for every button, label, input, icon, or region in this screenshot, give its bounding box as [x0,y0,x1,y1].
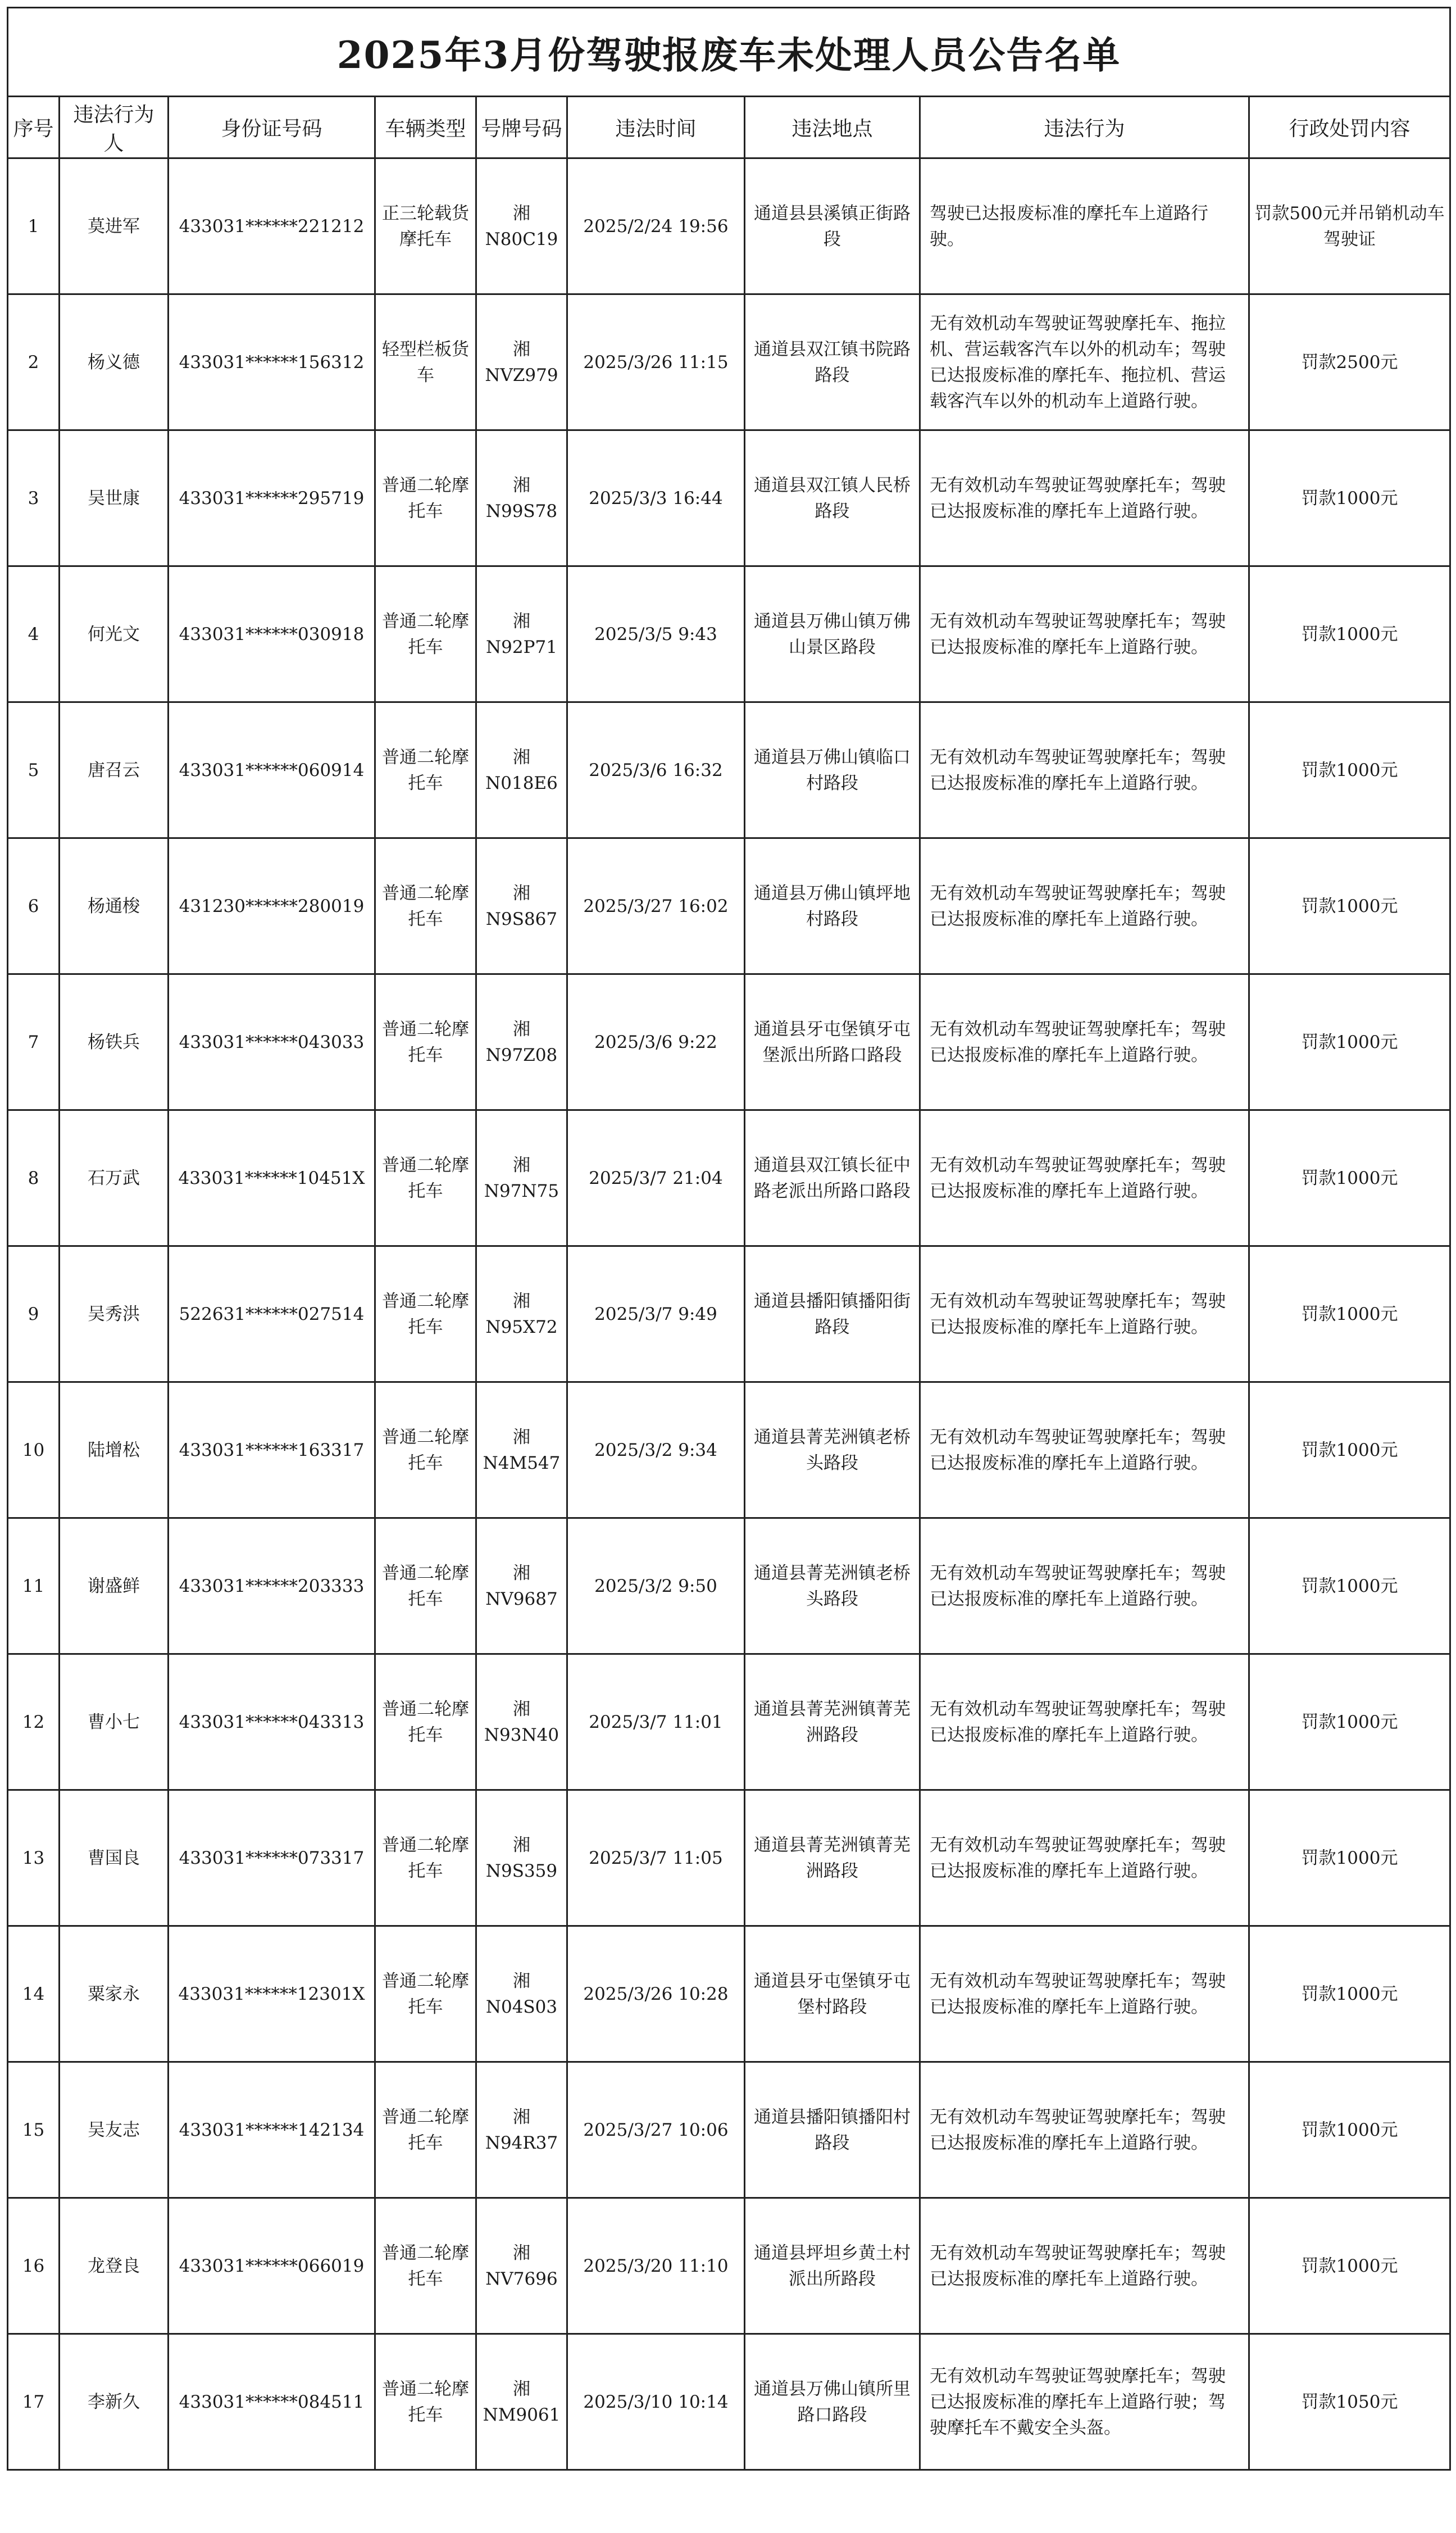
vehicle-type-cell: 普通二轮摩托车 [375,566,476,702]
table-row [8,1790,1450,1926]
penalty-cell: 罚款1000元 [1249,2062,1450,2198]
id-number-cell: 433031******142134 [169,2062,375,2198]
plate-number-cell: 湘N94R37 [476,2062,567,2198]
plate-number-cell: 湘NVZ979 [476,294,567,430]
penalty-cell: 罚款1000元 [1249,1246,1450,1382]
vehicle-type-cell: 普通二轮摩托车 [375,2334,476,2470]
offender-name-cell: 莫进军 [60,158,169,294]
table-row [8,1110,1450,1246]
plate-number-cell: 湘N99S78 [476,430,567,566]
offender-name-cell: 吴秀洪 [60,1246,169,1382]
violation-time-cell: 2025/3/5 9:43 [567,566,745,702]
id-number-cell: 433031******163317 [169,1382,375,1518]
vehicle-type-cell: 轻型栏板货车 [375,294,476,430]
vehicle-type-cell: 普通二轮摩托车 [375,1246,476,1382]
violation-place-cell: 通道县万佛山镇所里路口路段 [745,2334,920,2470]
offender-name-cell: 曹国良 [60,1790,169,1926]
violation-time-cell: 2025/3/20 11:10 [567,2198,745,2334]
row-number-cell: 13 [8,1790,60,1926]
penalty-cell: 罚款1000元 [1249,974,1450,1110]
vehicle-type-cell: 普通二轮摩托车 [375,1518,476,1654]
vehicle-type-cell: 普通二轮摩托车 [375,1926,476,2062]
violation-time-cell: 2025/3/3 16:44 [567,430,745,566]
notice-document [7,7,1449,2526]
id-number-cell: 433031******221212 [169,158,375,294]
offender-name-cell: 龙登良 [60,2198,169,2334]
violation-time-cell: 2025/3/7 9:49 [567,1246,745,1382]
id-number-cell: 433031******060914 [169,702,375,838]
offender-table [7,7,1451,2471]
table-row [8,838,1450,974]
header-cell: 序号 [8,97,60,158]
violation-place-cell: 通道县牙屯堡镇牙屯堡派出所路口路段 [745,974,920,1110]
violation-time-cell: 2025/3/2 9:50 [567,1518,745,1654]
row-number-cell: 17 [8,2334,60,2470]
vehicle-type-cell: 普通二轮摩托车 [375,974,476,1110]
row-number-cell: 14 [8,1926,60,2062]
header-cell: 违法时间 [567,97,745,158]
row-number-cell: 12 [8,1654,60,1790]
row-number-cell: 5 [8,702,60,838]
id-number-cell: 433031******030918 [169,566,375,702]
header-cell: 车辆类型 [375,97,476,158]
penalty-cell: 罚款1050元 [1249,2334,1450,2470]
violation-time-cell: 2025/3/10 10:14 [567,2334,745,2470]
table-row [8,1518,1450,1654]
header-cell: 号牌号码 [476,97,567,158]
violation-behavior-cell: 无有效机动车驾驶证驾驶摩托车；驾驶已达报废标准的摩托车上道路行驶。 [920,1518,1249,1654]
plate-number-cell: 湘NV7696 [476,2198,567,2334]
penalty-cell: 罚款1000元 [1249,1654,1450,1790]
vehicle-type-cell: 普通二轮摩托车 [375,1110,476,1246]
id-number-cell: 433031******12301X [169,1926,375,2062]
violation-place-cell: 通道县坪坦乡黄土村派出所路段 [745,2198,920,2334]
violation-behavior-cell: 驾驶已达报废标准的摩托车上道路行驶。 [920,158,1249,294]
header-cell: 身份证号码 [169,97,375,158]
offender-name-cell: 杨义德 [60,294,169,430]
violation-time-cell: 2025/3/27 10:06 [567,2062,745,2198]
offender-name-cell: 曹小七 [60,1654,169,1790]
table-row [8,2198,1450,2334]
penalty-cell: 罚款500元并吊销机动车驾驶证 [1249,158,1450,294]
violation-place-cell: 通道县双江镇长征中路老派出所路口路段 [745,1110,920,1246]
table-row [8,2334,1450,2470]
id-number-cell: 522631******027514 [169,1246,375,1382]
plate-number-cell: 湘N9S867 [476,838,567,974]
id-number-cell: 433031******066019 [169,2198,375,2334]
id-number-cell: 433031******043033 [169,974,375,1110]
violation-place-cell: 通道县菁芜洲镇菁芜洲路段 [745,1654,920,1790]
row-number-cell: 16 [8,2198,60,2334]
offender-name-cell: 何光文 [60,566,169,702]
offender-name-cell: 吴世康 [60,430,169,566]
row-number-cell: 9 [8,1246,60,1382]
penalty-cell: 罚款1000元 [1249,838,1450,974]
violation-time-cell: 2025/3/26 10:28 [567,1926,745,2062]
id-number-cell: 433031******073317 [169,1790,375,1926]
penalty-cell: 罚款1000元 [1249,430,1450,566]
violation-time-cell: 2025/3/26 11:15 [567,294,745,430]
plate-number-cell: 湘N80C19 [476,158,567,294]
row-number-cell: 15 [8,2062,60,2198]
table-row [8,1926,1450,2062]
plate-number-cell: 湘N04S03 [476,1926,567,2062]
offender-name-cell: 李新久 [60,2334,169,2470]
vehicle-type-cell: 普通二轮摩托车 [375,1790,476,1926]
violation-behavior-cell: 无有效机动车驾驶证驾驶摩托车；驾驶已达报废标准的摩托车上道路行驶。 [920,974,1249,1110]
header-cell: 违法行为 [920,97,1249,158]
offender-name-cell: 杨铁兵 [60,974,169,1110]
plate-number-cell: 湘N93N40 [476,1654,567,1790]
vehicle-type-cell: 普通二轮摩托车 [375,1382,476,1518]
offender-name-cell: 唐召云 [60,702,169,838]
violation-place-cell: 通道县万佛山镇坪地村路段 [745,838,920,974]
penalty-cell: 罚款1000元 [1249,1382,1450,1518]
penalty-cell: 罚款1000元 [1249,566,1450,702]
table-row [8,1382,1450,1518]
table-row [8,430,1450,566]
violation-place-cell: 通道县双江镇人民桥路段 [745,430,920,566]
table-header-row [8,97,1450,158]
penalty-cell: 罚款1000元 [1249,1926,1450,2062]
violation-place-cell: 通道县万佛山镇万佛山景区路段 [745,566,920,702]
row-number-cell: 7 [8,974,60,1110]
plate-number-cell: 湘N97N75 [476,1110,567,1246]
penalty-cell: 罚款1000元 [1249,1110,1450,1246]
violation-behavior-cell: 无有效机动车驾驶证驾驶摩托车；驾驶已达报废标准的摩托车上道路行驶。 [920,2062,1249,2198]
plate-number-cell: 湘NM9061 [476,2334,567,2470]
offender-name-cell: 谢盛鲜 [60,1518,169,1654]
penalty-cell: 罚款1000元 [1249,1790,1450,1926]
penalty-cell: 罚款1000元 [1249,1518,1450,1654]
table-row [8,1654,1450,1790]
plate-number-cell: 湘N018E6 [476,702,567,838]
offender-name-cell: 陆增松 [60,1382,169,1518]
violation-time-cell: 2025/3/7 11:01 [567,1654,745,1790]
plate-number-cell: 湘N95X72 [476,1246,567,1382]
table-row [8,566,1450,702]
row-number-cell: 3 [8,430,60,566]
violation-time-cell: 2025/3/7 11:05 [567,1790,745,1926]
offender-name-cell: 粟家永 [60,1926,169,2062]
row-number-cell: 1 [8,158,60,294]
violation-place-cell: 通道县菁芜洲镇老桥头路段 [745,1382,920,1518]
id-number-cell: 431230******280019 [169,838,375,974]
violation-behavior-cell: 无有效机动车驾驶证驾驶摩托车；驾驶已达报废标准的摩托车上道路行驶。 [920,702,1249,838]
header-cell: 行政处罚内容 [1249,97,1450,158]
offender-name-cell: 杨通梭 [60,838,169,974]
violation-place-cell: 通道县播阳镇播阳街路段 [745,1246,920,1382]
plate-number-cell: 湘N92P71 [476,566,567,702]
header-cell: 违法地点 [745,97,920,158]
vehicle-type-cell: 正三轮载货摩托车 [375,158,476,294]
id-number-cell: 433031******084511 [169,2334,375,2470]
violation-behavior-cell: 无有效机动车驾驶证驾驶摩托车；驾驶已达报废标准的摩托车上道路行驶。 [920,1110,1249,1246]
row-number-cell: 6 [8,838,60,974]
vehicle-type-cell: 普通二轮摩托车 [375,838,476,974]
violation-behavior-cell: 无有效机动车驾驶证驾驶摩托车；驾驶已达报废标准的摩托车上道路行驶。 [920,1926,1249,2062]
header-cell: 违法行为人 [60,97,169,158]
violation-place-cell: 通道县牙屯堡镇牙屯堡村路段 [745,1926,920,2062]
violation-behavior-cell: 无有效机动车驾驶证驾驶摩托车；驾驶已达报废标准的摩托车上道路行驶；驾驶摩托车不戴安全头盔。 [920,2334,1249,2470]
offender-name-cell: 吴友志 [60,2062,169,2198]
violation-place-cell: 通道县菁芜洲镇老桥头路段 [745,1518,920,1654]
violation-time-cell: 2025/3/27 16:02 [567,838,745,974]
id-number-cell: 433031******043313 [169,1654,375,1790]
id-number-cell: 433031******203333 [169,1518,375,1654]
violation-place-cell: 通道县县溪镇正街路段 [745,158,920,294]
table-row [8,1246,1450,1382]
table-row [8,158,1450,294]
table-row [8,2062,1450,2198]
vehicle-type-cell: 普通二轮摩托车 [375,702,476,838]
vehicle-type-cell: 普通二轮摩托车 [375,2062,476,2198]
page-title: 2025年3月份驾驶报废车未处理人员公告名单 [8,8,1450,97]
row-number-cell: 11 [8,1518,60,1654]
violation-time-cell: 2025/3/6 9:22 [567,974,745,1110]
violation-behavior-cell: 无有效机动车驾驶证驾驶摩托车；驾驶已达报废标准的摩托车上道路行驶。 [920,1246,1249,1382]
row-number-cell: 2 [8,294,60,430]
violation-time-cell: 2025/3/6 16:32 [567,702,745,838]
penalty-cell: 罚款1000元 [1249,2198,1450,2334]
violation-behavior-cell: 无有效机动车驾驶证驾驶摩托车；驾驶已达报废标准的摩托车上道路行驶。 [920,566,1249,702]
id-number-cell: 433031******295719 [169,430,375,566]
violation-time-cell: 2025/3/7 21:04 [567,1110,745,1246]
row-number-cell: 10 [8,1382,60,1518]
penalty-cell: 罚款2500元 [1249,294,1450,430]
violation-behavior-cell: 无有效机动车驾驶证驾驶摩托车；驾驶已达报废标准的摩托车上道路行驶。 [920,430,1249,566]
violation-place-cell: 通道县播阳镇播阳村路段 [745,2062,920,2198]
violation-behavior-cell: 无有效机动车驾驶证驾驶摩托车；驾驶已达报废标准的摩托车上道路行驶。 [920,1790,1249,1926]
violation-behavior-cell: 无有效机动车驾驶证驾驶摩托车；驾驶已达报废标准的摩托车上道路行驶。 [920,1654,1249,1790]
vehicle-type-cell: 普通二轮摩托车 [375,430,476,566]
vehicle-type-cell: 普通二轮摩托车 [375,1654,476,1790]
table-row [8,294,1450,430]
id-number-cell: 433031******10451X [169,1110,375,1246]
row-number-cell: 4 [8,566,60,702]
offender-name-cell: 石万武 [60,1110,169,1246]
id-number-cell: 433031******156312 [169,294,375,430]
penalty-cell: 罚款1000元 [1249,702,1450,838]
violation-place-cell: 通道县万佛山镇临口村路段 [745,702,920,838]
row-number-cell: 8 [8,1110,60,1246]
violation-time-cell: 2025/3/2 9:34 [567,1382,745,1518]
violation-place-cell: 通道县双江镇书院路路段 [745,294,920,430]
violation-behavior-cell: 无有效机动车驾驶证驾驶摩托车；驾驶已达报废标准的摩托车上道路行驶。 [920,838,1249,974]
vehicle-type-cell: 普通二轮摩托车 [375,2198,476,2334]
table-row [8,702,1450,838]
violation-behavior-cell: 无有效机动车驾驶证驾驶摩托车；驾驶已达报废标准的摩托车上道路行驶。 [920,2198,1249,2334]
table-row [8,974,1450,1110]
plate-number-cell: 湘N9S359 [476,1790,567,1926]
plate-number-cell: 湘NV9687 [476,1518,567,1654]
violation-time-cell: 2025/2/24 19:56 [567,158,745,294]
plate-number-cell: 湘N4M547 [476,1382,567,1518]
violation-behavior-cell: 无有效机动车驾驶证驾驶摩托车、拖拉机、营运载客汽车以外的机动车；驾驶已达报废标准的摩托车、拖拉机、营运载客汽车以外的机动车上道路行驶。 [920,294,1249,430]
violation-behavior-cell: 无有效机动车驾驶证驾驶摩托车；驾驶已达报废标准的摩托车上道路行驶。 [920,1382,1249,1518]
plate-number-cell: 湘N97Z08 [476,974,567,1110]
violation-place-cell: 通道县菁芜洲镇菁芜洲路段 [745,1790,920,1926]
